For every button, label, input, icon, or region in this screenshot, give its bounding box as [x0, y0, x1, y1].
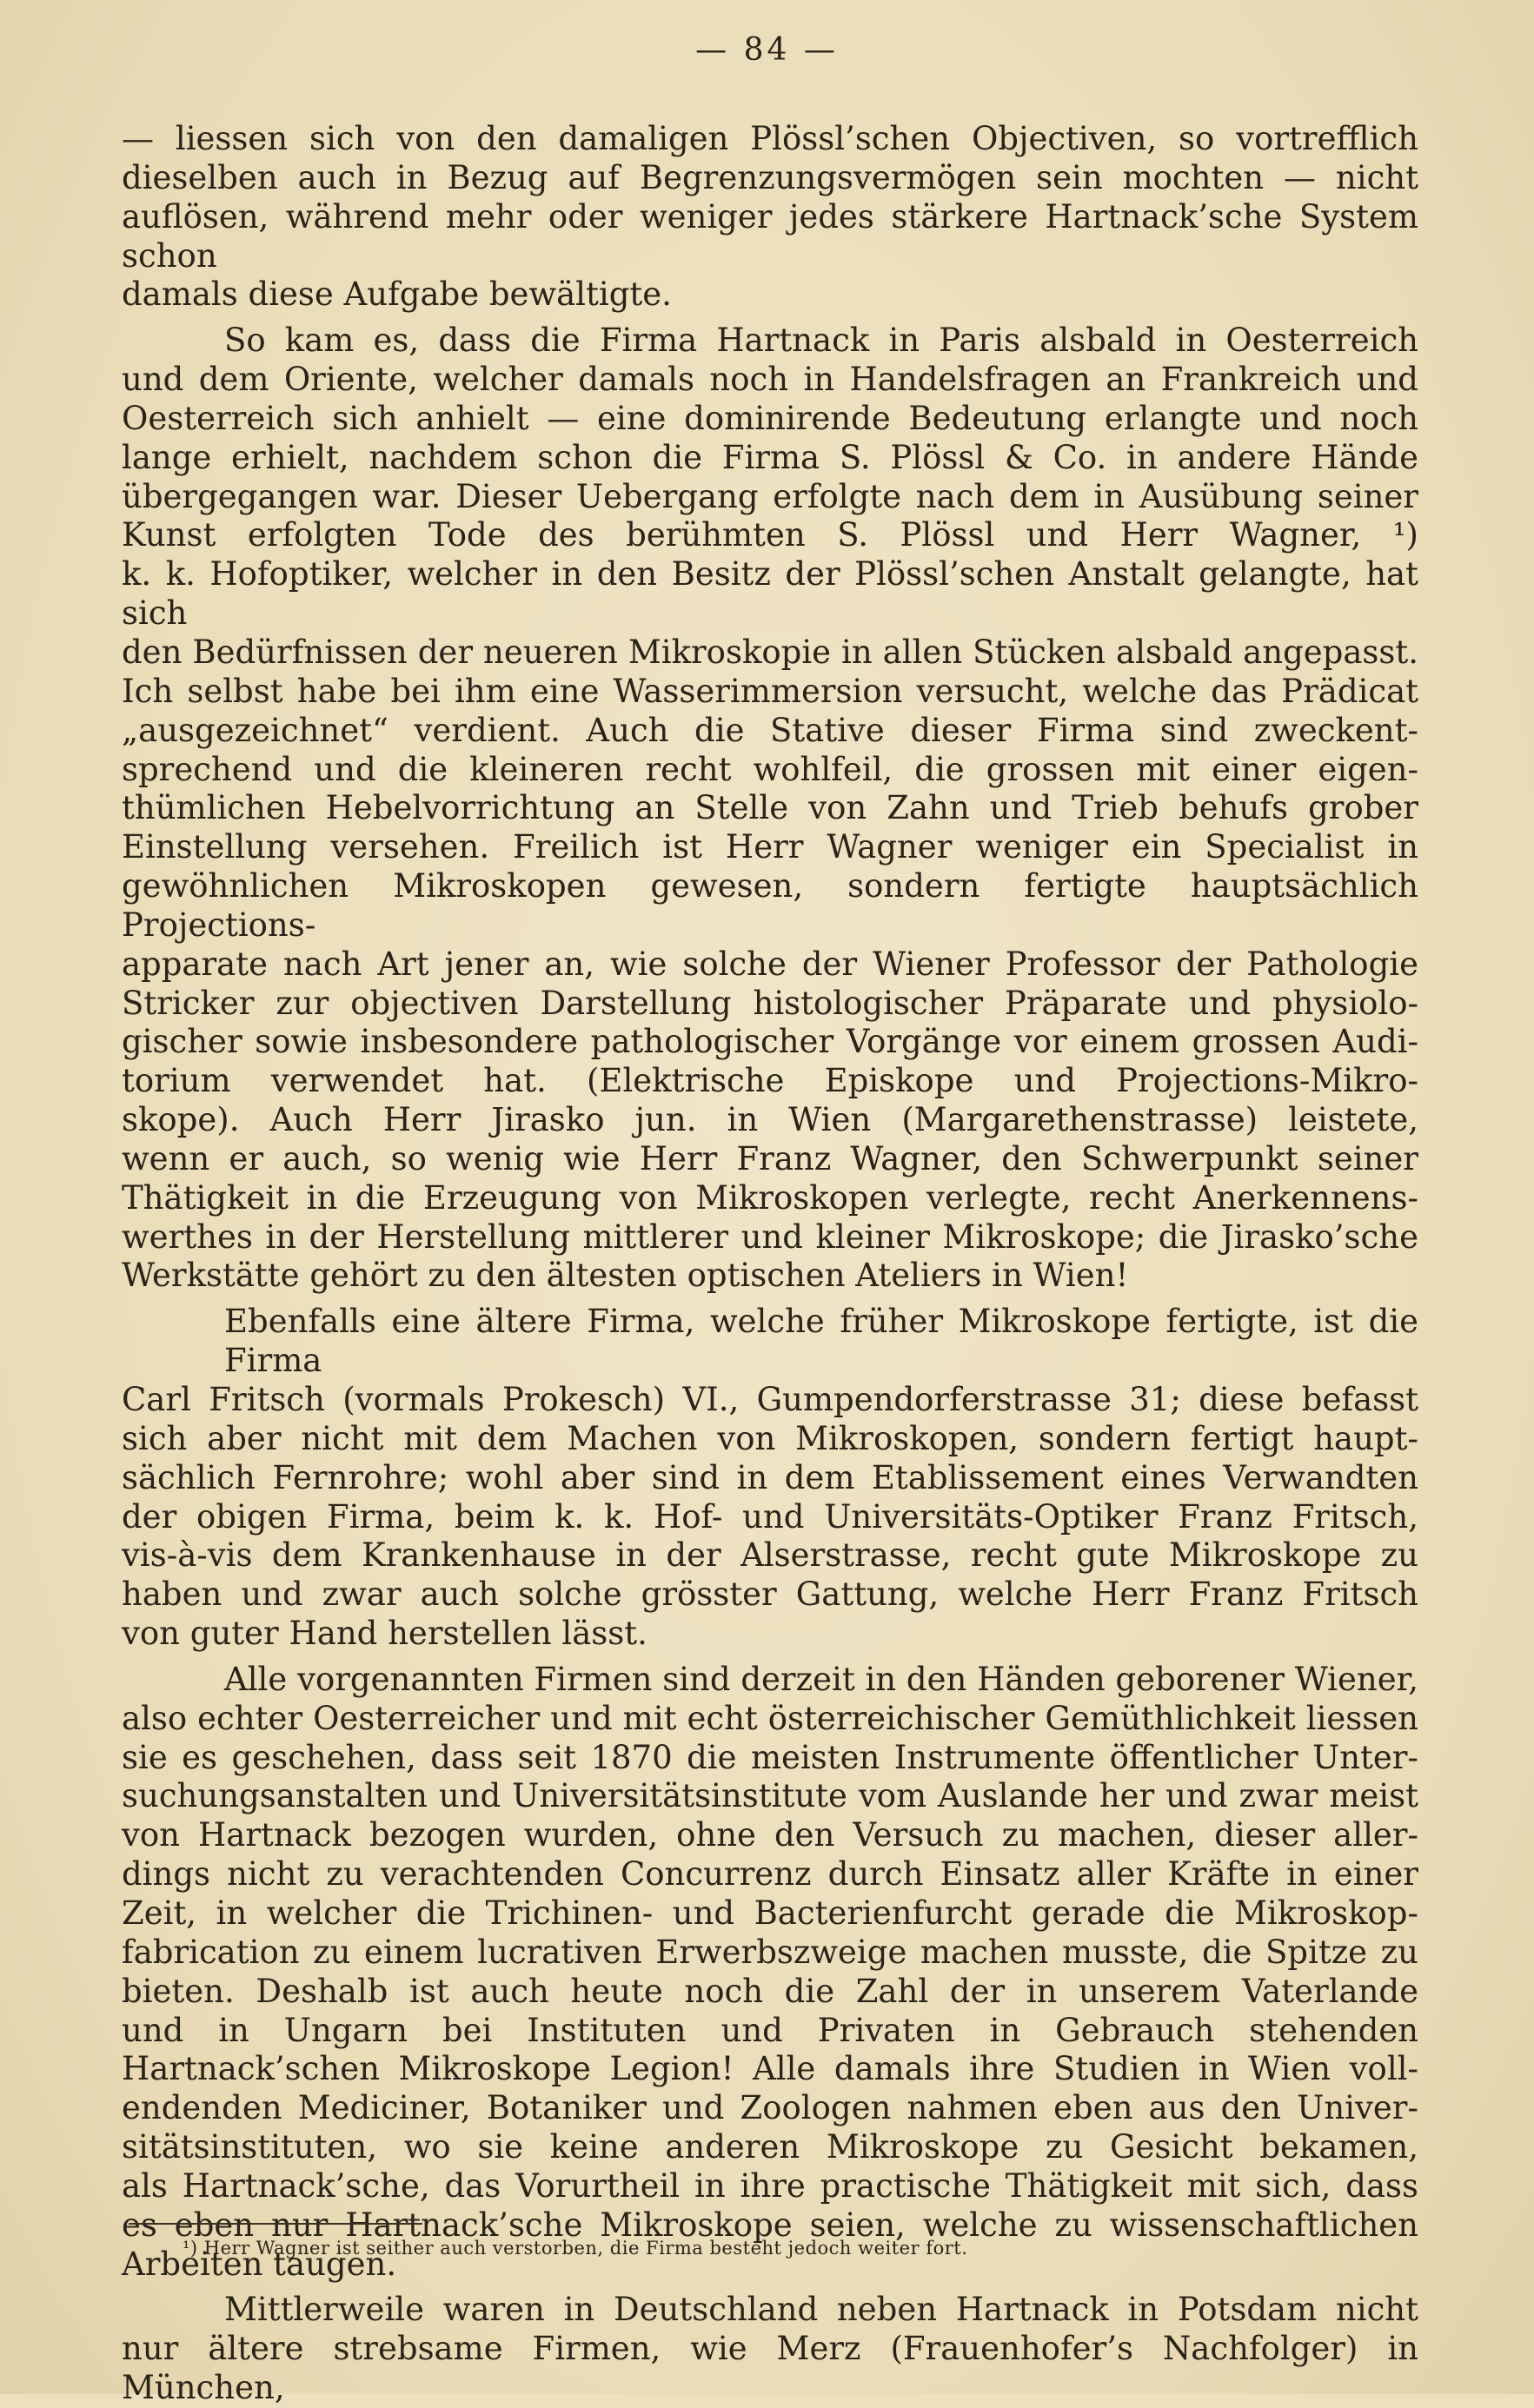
text-line: torium verwendet hat. (Elektrische Episkope und Projections-Mikro-	[122, 1062, 1418, 1100]
body-text	[122, 120, 1418, 2408]
text-line: apparate nach Art jener an, wie solche der Wiener Professor der Pathologie	[122, 945, 1418, 983]
text-line: gewöhnlichen Mikroskopen gewesen, sondern fertigte hauptsächlich Projections-	[122, 867, 1418, 944]
text-line: Zeit, in welcher die Trichinen- und Bacterienfurcht gerade die Mikroskop-	[122, 1894, 1418, 1932]
text-line: sie es geschehen, dass seit 1870 die meisten Instrumente öffentlicher Unter-	[122, 1738, 1418, 1776]
text-line: bieten. Deshalb ist auch heute noch die Zahl der in unserem Vaterlande	[122, 1972, 1418, 2010]
text-line: Oesterreich sich anhielt — eine dominirende Bedeutung erlangte und noch	[122, 399, 1418, 437]
text-line: den Bedürfnissen der neueren Mikroskopie in allen Stücken alsbald angepasst.	[122, 633, 1418, 671]
text-line: dieselben auch in Bezug auf Begrenzungsvermögen sein mochten — nicht	[122, 158, 1418, 196]
text-line: und in Ungarn bei Instituten und Privaten in Gebrauch stehenden	[122, 2011, 1418, 2049]
text-line: Ich selbst habe bei ihm eine Wasserimmersion versucht, welche das Prädicat	[122, 672, 1418, 710]
text-line: sächlich Fernrohre; wohl aber sind in dem Etablissement eines Verwandten	[122, 1458, 1418, 1496]
text-line: Einstellung versehen. Freilich ist Herr Wagner weniger ein Specialist in	[122, 828, 1418, 866]
text-line: thümlichen Hebelvorrichtung an Stelle von Zahn und Trieb behufs grober	[122, 789, 1418, 827]
text-line: nur ältere strebsame Firmen, wie Merz (Frauenhofer’s Nachfolger) in München,	[122, 2330, 1418, 2407]
text-line: fabrication zu einem lucrativen Erwerbszweige machen musste, die Spitze zu	[122, 1933, 1418, 1971]
paragraph-3	[122, 1303, 1418, 1654]
text-line: von Hartnack bezogen wurden, ohne den Versuch zu machen, dieser aller-	[122, 1816, 1418, 1854]
text-line: suchungsanstalten und Universitätsinstitute vom Auslande her und zwar meist	[122, 1777, 1418, 1815]
text-line: Kunst erfolgten Tode des berühmten S. Plössl und Herr Wagner, ¹)	[122, 516, 1418, 554]
text-line: dings nicht zu verachtenden Concurrenz durch Einsatz aller Kräfte in einer	[122, 1855, 1418, 1894]
text-line: damals diese Aufgabe bewältigte.	[122, 275, 672, 314]
footnote: ¹) Herr Wagner ist seither auch verstorben, die Firma besteht jedoch weiter fort.	[183, 2238, 968, 2259]
text-line: — liessen sich von den damaligen Plössl’schen Objectiven, so vortrefflich	[122, 120, 1418, 157]
text-line: gischer sowie insbesondere pathologischer Vorgänge vor einem grossen Audi-	[122, 1023, 1418, 1061]
page-number: — 84 —	[695, 32, 839, 68]
text-line: sich aber nicht mit dem Machen von Mikroskopen, sondern fertigt haupt-	[122, 1419, 1418, 1457]
footnote-rule	[129, 2223, 422, 2225]
text-line: von guter Hand herstellen lässt.	[122, 1615, 647, 1653]
text-line: vis-à-vis dem Krankenhause in der Alserstrasse, recht gute Mikroskope zu	[122, 1536, 1418, 1575]
text-line: lange erhielt, nachdem schon die Firma S. Plössl & Co. in andere Hände	[122, 438, 1418, 476]
paragraph-5	[122, 2291, 1418, 2408]
text-line: endenden Mediciner, Botaniker und Zoologen nahmen eben aus den Univer-	[122, 2089, 1418, 2127]
text-line: skope). Auch Herr Jirasko jun. in Wien (Margarethenstrasse) leistete,	[122, 1101, 1418, 1139]
text-line: Thätigkeit in die Erzeugung von Mikroskopen verlegte, recht Anerkennens-	[122, 1178, 1418, 1217]
text-line: haben und zwar auch solche grösster Gattung, welche Herr Franz Fritsch	[122, 1575, 1418, 1614]
text-line: der obigen Firma, beim k. k. Hof- und Universitäts-Optiker Franz Fritsch,	[122, 1497, 1418, 1536]
text-line: wenn er auch, so wenig wie Herr Franz Wagner, den Schwerpunkt seiner	[122, 1139, 1418, 1177]
text-line: Werkstätte gehört zu den ältesten optischen Ateliers in Wien!	[122, 1257, 1129, 1295]
text-line: k. k. Hofoptiker, welcher in den Besitz der Plössl’schen Anstalt gelangte, hat sich	[122, 555, 1418, 633]
text-line: Alle vorgenannten Firmen sind derzeit in den Händen geborener Wiener,	[224, 1660, 1418, 1698]
text-line: sprechend und die kleineren recht wohlfeil, die grossen mit einer eigen-	[122, 750, 1418, 788]
text-line: Ebenfalls eine ältere Firma, welche früher Mikroskope fertigte, ist die Firma	[224, 1303, 1418, 1380]
text-line: Carl Fritsch (vormals Prokesch) VI., Gumpendorferstrasse 31; diese befasst	[122, 1381, 1418, 1418]
text-line: sitätsinstituten, wo sie keine anderen Mikroskope zu Gesicht bekamen,	[122, 2128, 1418, 2166]
text-line: Stricker zur objectiven Darstellung histologischer Präparate und physiolo-	[122, 984, 1418, 1022]
text-line: als Hartnack’sche, das Vorurtheil in ihre practische Thätigkeit mit sich, dass	[122, 2166, 1418, 2205]
text-line: So kam es, dass die Firma Hartnack in Paris alsbald in Oesterreich	[224, 322, 1418, 360]
text-line: also echter Oesterreicher und mit echt österreichischer Gemüthlichkeit liessen	[122, 1699, 1418, 1737]
text-line: „ausgezeichnet“ verdient. Auch die Stative dieser Firma sind zweckent-	[122, 711, 1418, 749]
text-line: Arbeiten taugen.	[122, 2245, 397, 2283]
paragraph-2	[122, 322, 1418, 1296]
text-line: Mittlerweile waren in Deutschland neben Hartnack in Potsdam nicht	[224, 2291, 1418, 2329]
text-line: Hartnack’schen Mikroskope Legion! Alle damals ihre Studien in Wien voll-	[122, 2050, 1418, 2088]
text-line: und dem Oriente, welcher damals noch in Handelsfragen an Frankreich und	[122, 361, 1418, 399]
paragraph-1	[122, 120, 1418, 315]
text-line: auflösen, während mehr oder weniger jedes stärkere Hartnack’sche System schon	[122, 197, 1418, 275]
text-line: es eben nur Hartnack’sche Mikroskope seien, welche zu wissenschaftlichen	[122, 2206, 1418, 2244]
text-line: übergegangen war. Dieser Uebergang erfolgte nach dem in Ausübung seiner	[122, 477, 1418, 515]
text-line: werthes in der Herstellung mittlerer und kleiner Mikroskope; die Jirasko’sche	[122, 1217, 1418, 1256]
paragraph-4	[122, 1661, 1418, 2285]
